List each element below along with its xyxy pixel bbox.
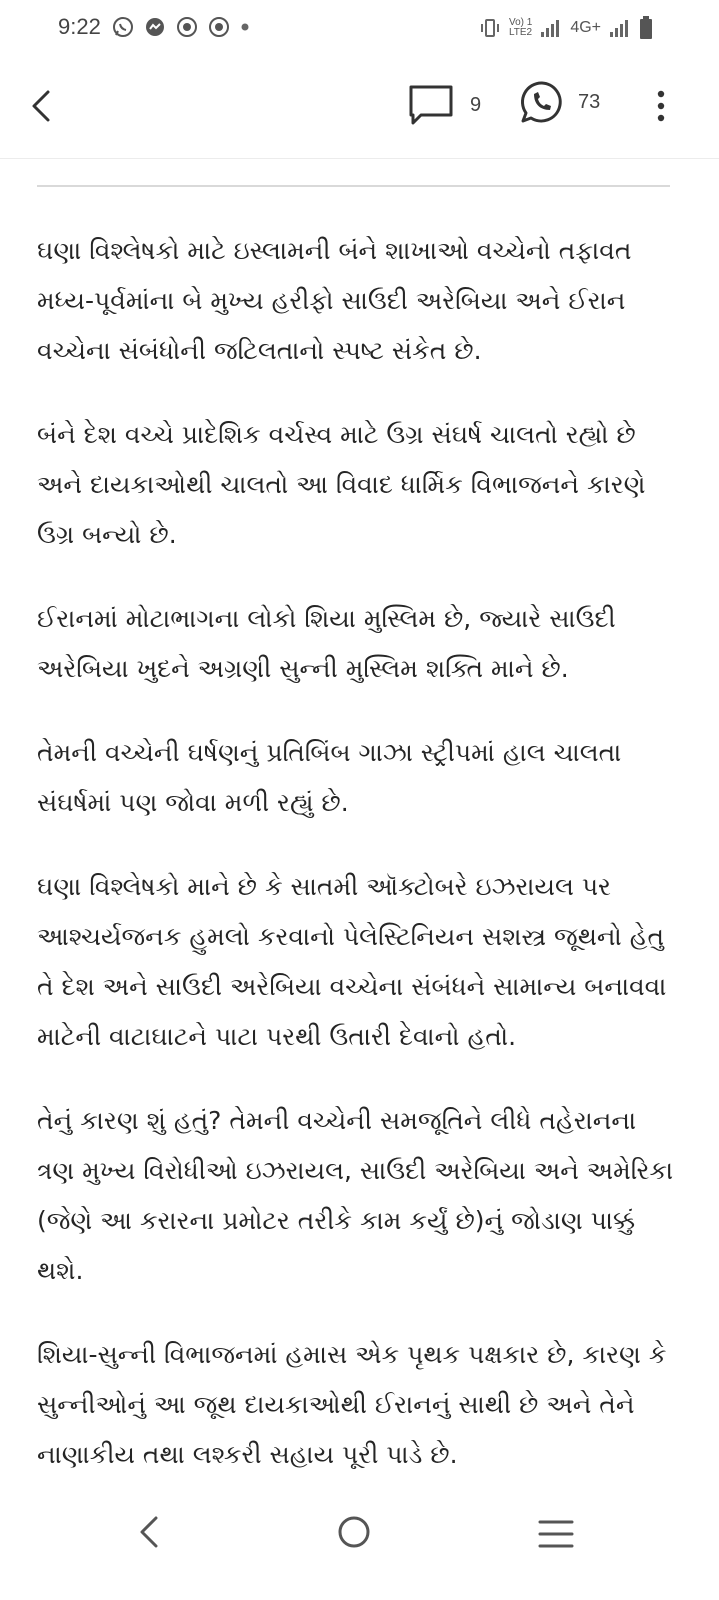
article-paragraph: તેમની વચ્ચેની ઘર્ષણનું પ્રતિબિંબ ગાઝા સ્ટ્રીપમાં હાલ ચાલતા સંઘર્ષમાં પણ જોવા મળી રહ્યું છે. — [37, 738, 622, 817]
system-status-icons — [479, 16, 653, 40]
article-body — [37, 226, 677, 1514]
nav-back-button[interactable] — [130, 1512, 170, 1552]
app-bar — [0, 58, 719, 159]
nav-back-icon — [130, 1512, 170, 1552]
comments-button[interactable] — [408, 84, 481, 126]
article-paragraph: ઈરાનમાં મોટાભાગના લોકો શિયા મુસ્લિમ છે, જ્યારે સાઉદી અરેબિયા ખુદને અગ્રણી સુન્ની મુસ્લિમ શક્તિ માને છે. — [37, 604, 616, 683]
dot-icon — [240, 22, 250, 32]
back-arrow-icon — [22, 84, 66, 128]
notification-icons — [112, 16, 250, 38]
signal-icon — [609, 18, 631, 38]
article-paragraph: શિયા-સુન્ની વિભાજનમાં હમાસ એક પૃથક પક્ષકાર છે, કારણ કે સુન્નીઓનું આ જૂથ દાયકાઓથી ઈરાનનું સાથી છે અને તેને નાણાકીય તથા લશ્કરી સહાય પૂરી પાડે છે. — [37, 1340, 667, 1469]
article-paragraph: ઘણા વિશ્લેષકો માટે ઇસ્લામની બંને શાખાઓ વચ્ચેનો તફાવત મધ્ય-પૂર્વમાંના બે મુખ્ય હરીફો સાઉદી અરેબિયા અને ઈરાન વચ્ચેના સંબંધોની જટિલતાનો સ્પષ્ટ સંકેત છે. — [37, 236, 632, 365]
whatsapp-icon — [112, 16, 134, 38]
whatsapp-share-button[interactable] — [520, 80, 600, 124]
status-time: 9:22 — [58, 14, 101, 39]
content-divider — [37, 185, 670, 187]
back-button[interactable] — [22, 84, 66, 128]
whatsapp-icon — [520, 80, 564, 124]
status-bar — [0, 0, 719, 58]
network-type: 4G+ — [570, 19, 601, 36]
app-icon — [208, 16, 230, 38]
app-icon — [176, 16, 198, 38]
more-options-button[interactable] — [646, 86, 676, 126]
comment-count: 9 — [470, 93, 482, 116]
nav-recents-button[interactable] — [536, 1514, 576, 1554]
article-paragraph: બંને દેશ વચ્ચે પ્રાદેશિક વર્ચસ્વ માટે ઉગ્ર સંઘર્ષ ચાલતો રહ્યો છે અને દાયકાઓથી ચાલતો આ વિવાદ ધાર્મિક વિભાજનને કારણે ઉગ્ર બન્યો છે. — [37, 420, 646, 549]
nav-recents-icon — [536, 1514, 576, 1554]
network-label: Vo) 1 LTE2 — [508, 17, 533, 38]
article-paragraph: ઘણા વિશ્લેષકો માને છે કે સાતમી ઑક્ટોબરે ઇઝરાયલ પર આશ્ચર્યજનક હુમલો કરવાનો પેલેસ્ટિનિયન સશસ્ત્ર જૂથનો હેતુ તે દેશ અને સાઉદી અરેબિયા વચ્ચેના સંબંધને સામાન્ય બનાવવા માટેની વાટાઘાટને પાટા પરથી ઉતારી દેવાનો હતો. — [37, 872, 667, 1051]
vibrate-icon — [479, 18, 501, 38]
share-count: 73 — [578, 90, 601, 113]
signal-icon — [540, 18, 562, 38]
comment-icon — [408, 84, 454, 126]
system-nav-bar — [0, 1490, 719, 1600]
battery-icon — [639, 16, 653, 40]
nav-home-button[interactable] — [334, 1512, 374, 1552]
article-paragraph: તેનું કારણ શું હતું? તેમની વચ્ચેની સમજૂતિને લીધે તહેરાનના ત્રણ મુખ્ય વિરોધીઓ ઇઝરાયલ, સાઉદી અરેબિયા અને અમેરિકા (જેણે આ કરારના પ્રમોટર તરીકે કામ કર્યું છે)નું જોડાણ પાક્કું થશે. — [37, 1106, 674, 1285]
nav-home-icon — [334, 1512, 374, 1552]
more-vertical-icon — [646, 86, 676, 126]
messenger-icon — [144, 16, 166, 38]
